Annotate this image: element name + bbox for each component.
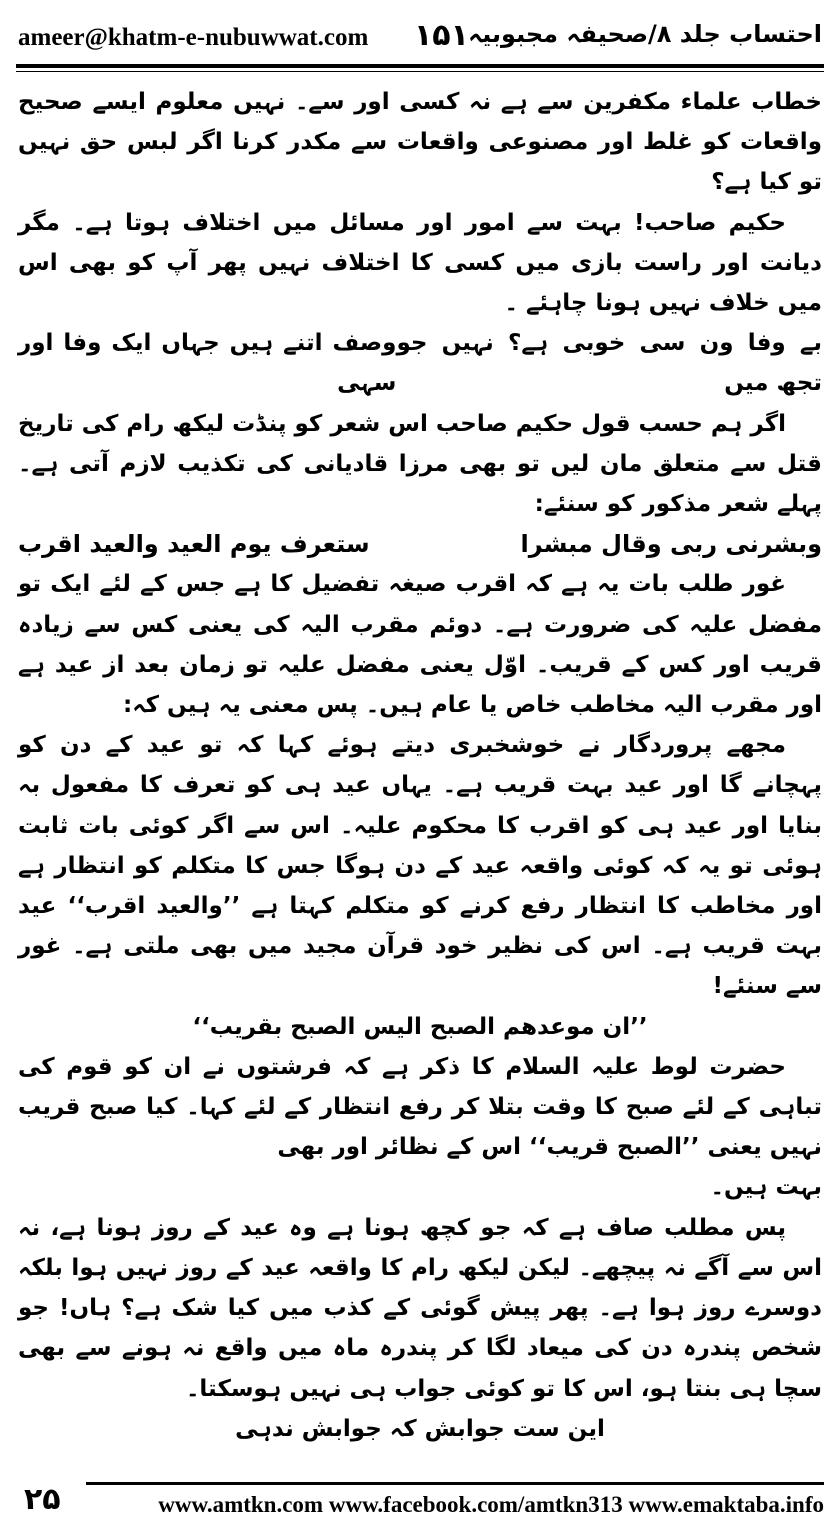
- paragraph: حکیم صاحب! بہت سے امور اور مسائل میں اختلاف ہوتا ہے۔ مگر دیانت اور راست بازی میں کسی کا اختلاف نہیں پھر آپ کو بھی اس میں خلاف نہیں ہونا چاہئے ۔: [18, 209, 822, 317]
- couplet-right: بے وفا ون سی خوبی ہے؟ نہیں جو تجھ میں: [396, 330, 822, 397]
- arabic-verse-left: ستعرف یوم العید والعید اقرب: [18, 530, 370, 559]
- page-header: [16, 14, 824, 60]
- paragraph: خطاب علماء مکفرین سے ہے نہ کسی اور سے۔ نہیں معلوم ایسے صحیح واقعات کو غلط اور مصنوعی واقعات سے مکدر کرنا اگر لبس حق نہیں تو کیا ہے؟: [18, 89, 822, 196]
- paragraph: اگر ہم حسب قول حکیم صاحب اس شعر کو پنڈت لیکھ رام کی تاریخ قتل سے متعلق مان لیں تو بھی مرزا قادیانی کی تکذیب لازم آتی ہے۔ پہلے شعر مذکور کو سنئے:: [18, 410, 822, 518]
- quran-quote: ’’ان موعدھم الصبح الیس الصبح بقریب‘‘: [192, 1013, 648, 1040]
- page-footer: [16, 1482, 824, 1526]
- paragraph: حضرت لوط علیہ السلام کا ذکر ہے کہ فرشتوں نے ان کو قوم کی تباہی کے لئے صبح کا وقت بتلا کر رفع انتظار کے لئے کہا۔ کیا صبح قریب نہیں یعنی ’’الصبح قریب‘‘ اس کے نظائر اور بھی: [18, 1053, 822, 1161]
- page-body: [18, 82, 822, 1449]
- header-rule-thin: [16, 71, 824, 72]
- couplet: [18, 323, 822, 403]
- couplet-left: وصف اتنے ہیں جہاں ایک وفا اور سہی: [18, 330, 397, 397]
- arabic-verse: [18, 524, 822, 564]
- paragraph: پس مطلب صاف ہے کہ جو کچھ ہونا ہے وہ عید کے روز ہونا ہے، نہ اس سے آگے نہ پیچھے۔ لیکن لیکھ رام کا واقعہ عید کے روز نہیں ہوا بلکہ دوسرے روز ہوا ہے۔ پھر پیش گوئی کے کذب میں کیا شک ہے؟ ہاں! جو شخص پندرہ دن کی میعاد لگا کر پندرہ ماہ میں واقع نہ ہونے سے بھی سچا ہی بنتا ہو، اس کا تو کوئی جواب ہی نہیں ہوسکتا۔: [18, 1214, 822, 1402]
- footer-page-number: ۲۵: [24, 1482, 61, 1517]
- header-email: ameer@khatm-e-nubuwwat.com: [18, 24, 369, 51]
- footer-links: www.amtkn.com www.facebook.com/amtkn313 www.emaktaba.info: [158, 1492, 824, 1517]
- footer-rule: [86, 1482, 824, 1485]
- paragraph: مجھے پروردگار نے خوشخبری دیتے ہوئے کہا کہ تو عید کے دن کو پہچانے گا اور عید بہت قریب ہے۔ یہاں عید ہی کو تعرف کا مفعول بہ بنایا اور عید ہی کو اقرب کا محکوم علیہ۔ اس سے اگر کوئی بات ثابت ہوئی تو یہ کہ کوئی واقعہ عید کے دن ہوگا جس کا متکلم کو انتظار ہے اور مخاطب کا انتظار رفع کرنے کو متکلم کہتا ہے ’’والعید اقرب‘‘ عید بہت قریب ہے۔ اس کی نظیر خود قرآن مجید میں بھی ملتی ہے۔ غور سے سنئے!: [18, 732, 822, 1000]
- header-page-number: ۱۵۱: [414, 18, 469, 53]
- closing-line: این ست جوابش کہ جوابش ندہی: [235, 1415, 605, 1442]
- paragraph: بہت ہیں۔: [710, 1174, 822, 1201]
- paragraph: غور طلب بات یہ ہے کہ اقرب صیغہ تفضیل کا ہے جس کے لئے ایک تو مفضل علیہ کی ضرورت ہے۔ دوئم مقرب الیہ کی یعنی کس سے زیادہ قریب اور کس کے قریب۔ اوّل یعنی مفضل علیہ تو زمان بعد از عید ہے اور مقرب الیہ مخاطب خاص یا عام ہیں۔ پس معنی یہ ہیں کہ:: [18, 571, 822, 719]
- arabic-verse-right: وبشرنی ربی وقال مبشرا: [520, 530, 822, 559]
- header-rule-thick: [16, 64, 824, 68]
- header-title: احتساب جلد ۸/صحیفہ مجبوبیہ: [468, 20, 822, 48]
